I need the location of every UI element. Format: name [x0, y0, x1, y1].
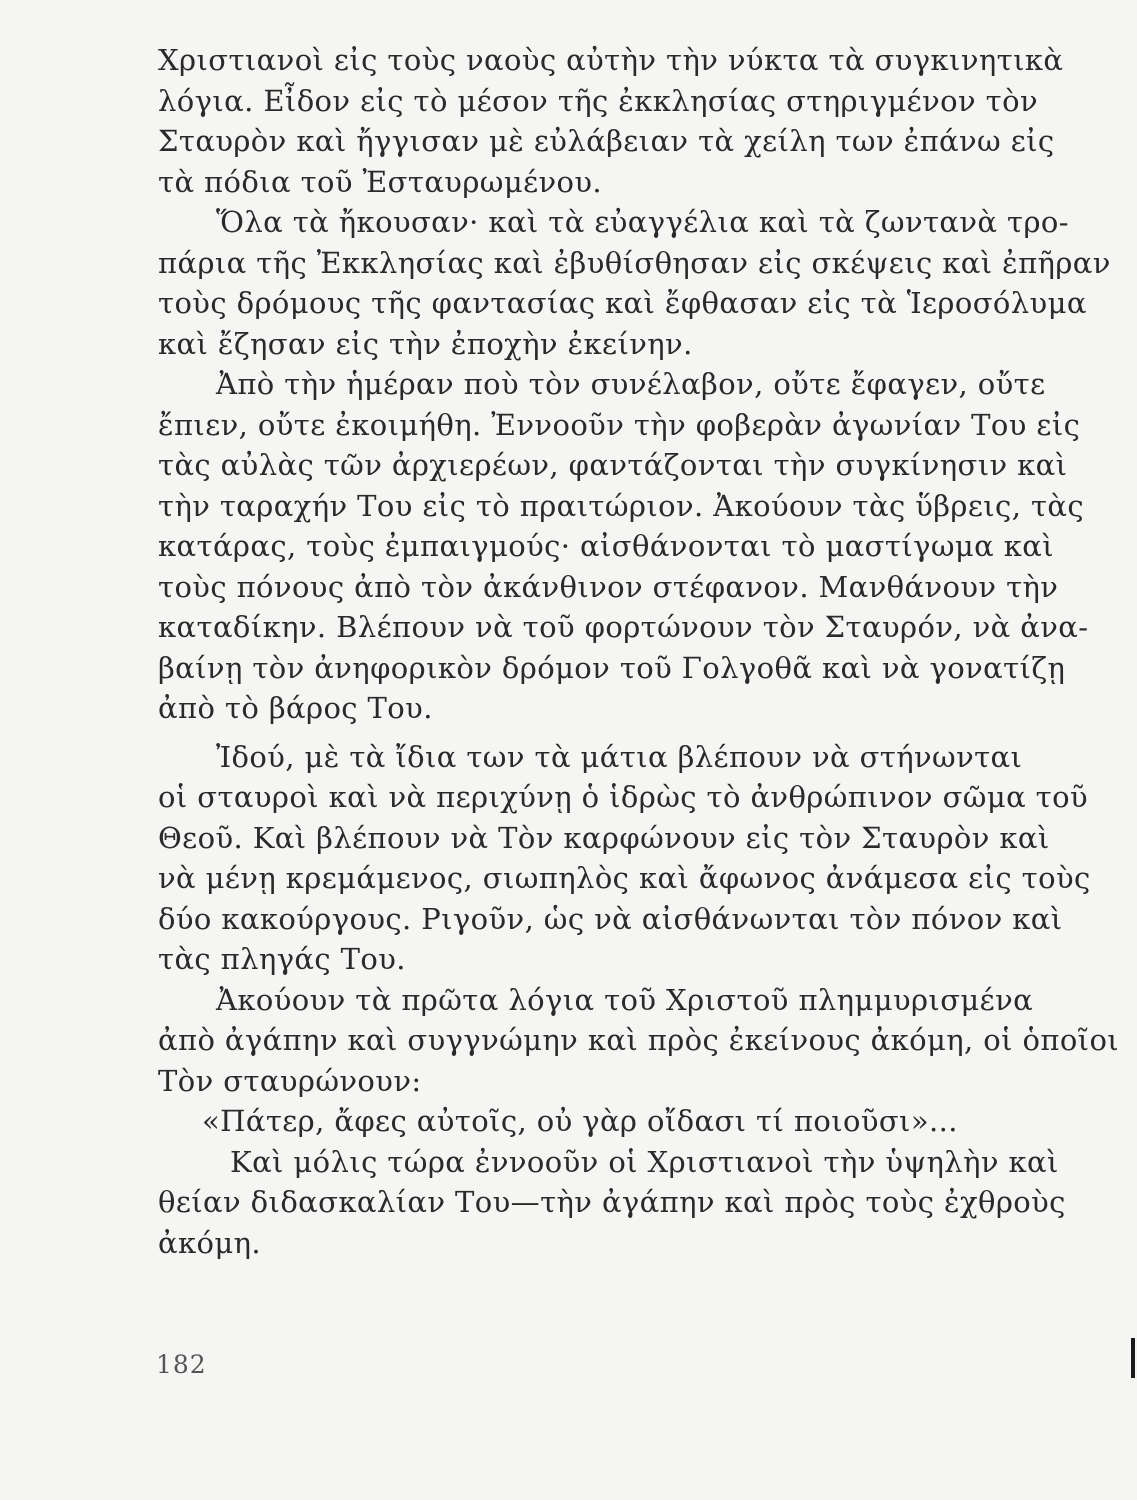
page-number: 182	[156, 1350, 207, 1379]
text-line: καταδίκην. Βλέπουν νὰ τοῦ φορτώνουν τὸν Σταυρόν, νὰ ἀνα-	[158, 610, 1089, 644]
quotation	[158, 1101, 1038, 1142]
text-line: οἱ σταυροὶ καὶ νὰ περιχύνῃ ὁ ἱδρὼς τὸ ἀνθρώπινον σῶμα τοῦ	[158, 780, 1088, 814]
text-line: πάρια τῆς Ἐκκλησίας καὶ ἐβυθίσθησαν εἰς σκέψεις καὶ ἐπῆραν	[158, 245, 1111, 280]
text-line: Τὸν σταυρώνουν:	[158, 1063, 422, 1098]
text-line: καὶ ἔζησαν εἰς τὴν ἐποχὴν ἐκείνην.	[158, 326, 693, 361]
text-line: ἀπὸ τὸ βάρος Του.	[158, 691, 433, 725]
paragraph	[158, 40, 1064, 202]
text-line: δύο κακούργους. Ριγοῦν, ὡς νὰ αἰσθάνωνται τὸν πόνον καὶ	[158, 901, 1063, 936]
text-line: Ἀπὸ τὴν ἡμέραν ποὺ τὸν συνέλαβον, οὔτε ἔφαγεν, οὔτε	[216, 367, 1046, 401]
text-line: τὰς πληγάς Του.	[158, 942, 406, 976]
text-line: Σταυρὸν καὶ ἤγγισαν μὲ εὐλάβειαν τὰ χείλη των ἐπάνω εἰς	[158, 124, 1055, 158]
text-line: Ἀκούουν τὰ πρῶτα λόγια τοῦ Χριστοῦ πλημμυρισμένα	[216, 982, 1034, 1017]
text-line: λόγια. Εἶδον εἰς τὸ μέσον τῆς ἐκκλησίας στηριγμένον τὸν	[158, 83, 1038, 118]
text-line: ἀπὸ ἀγάπην καὶ συγγνώμην καὶ πρὸς ἐκείνους ἀκόμη, οἱ ὁποῖοι	[158, 1023, 1120, 1057]
text-line: νὰ μένῃ κρεμάμενος, σιωπηλὸς καὶ ἄφωνος ἀνάμεσα εἰς τοὺς	[158, 861, 1091, 895]
text-line: τοὺς δρόμους τῆς φαντασίας καὶ ἔφθασαν εἰς τὰ Ἱεροσόλυμα	[158, 286, 1087, 320]
paragraph	[158, 980, 1120, 1102]
text-line: ἀκόμη.	[158, 1225, 262, 1260]
paragraph	[158, 202, 1111, 364]
text-line: ἔπιεν, οὔτε ἐκοιμήθη. Ἐννοοῦν τὴν φοβερὰν ἀγωνίαν Του εἰς	[158, 407, 1081, 442]
text-line: βαίνῃ τὸν ἀνηφορικὸν δρόμον τοῦ Γολγοθᾶ καὶ νὰ γονατίζῃ	[158, 650, 1066, 685]
text-line: κατάρας, τοὺς ἐμπαιγμούς· αἰσθάνονται τὸ μαστίγωμα καὶ	[158, 529, 1055, 563]
text-line: τὴν ταραχήν Του εἰς τὸ πραιτώριον. Ἀκούουν τὰς ὕβρεις, τὰς	[158, 488, 1085, 523]
text-line: Θεοῦ. Καὶ βλέπουν νὰ Τὸν καρφώνουν εἰς τὸν Σταυρὸν καὶ	[158, 820, 1050, 855]
text-line: τὰς αὐλὰς τῶν ἀρχιερέων, φαντάζονται τὴν συγκίνησιν καὶ	[158, 448, 1068, 482]
text-line: «Πάτερ, ἄφες αὐτοῖς, οὐ γὰρ οἴδασι τί ποιοῦσι»...	[202, 1104, 958, 1138]
text-line: Ἰδού, μὲ τὰ ἴδια των τὰ μάτια βλέπουν νὰ στήνωνται	[216, 739, 1023, 774]
scan-edge-mark	[1131, 1338, 1135, 1378]
text-line: Χριστιανοὶ εἰς τοὺς ναοὺς αὐτὴν τὴν νύκτα τὰ συγκινητικὰ	[158, 43, 1064, 77]
text-line: Ὅλα τὰ ἤκουσαν· καὶ τὰ εὐαγγέλια καὶ τὰ ζωντανὰ τρο-	[216, 205, 1069, 239]
text-line: τοὺς πόνους ἀπὸ τὸν ἀκάνθινον στέφανον. Μανθάνουν τὴν	[158, 569, 1059, 604]
text-line: θείαν διδασκαλίαν Του—τὴν ἀγάπην καὶ πρὸς τοὺς ἐχθροὺς	[158, 1185, 1066, 1219]
text-line: τὰ πόδια τοῦ Ἐσταυρωμένου.	[158, 164, 603, 199]
text-line: Καὶ μόλις τώρα ἐννοοῦν οἱ Χριστιανοὶ τὴν ὑψηλὴν καὶ	[230, 1144, 1059, 1179]
paragraph	[158, 364, 1089, 729]
paragraph	[158, 737, 1091, 980]
body-text	[158, 40, 1120, 1263]
paragraph	[158, 1142, 1066, 1264]
